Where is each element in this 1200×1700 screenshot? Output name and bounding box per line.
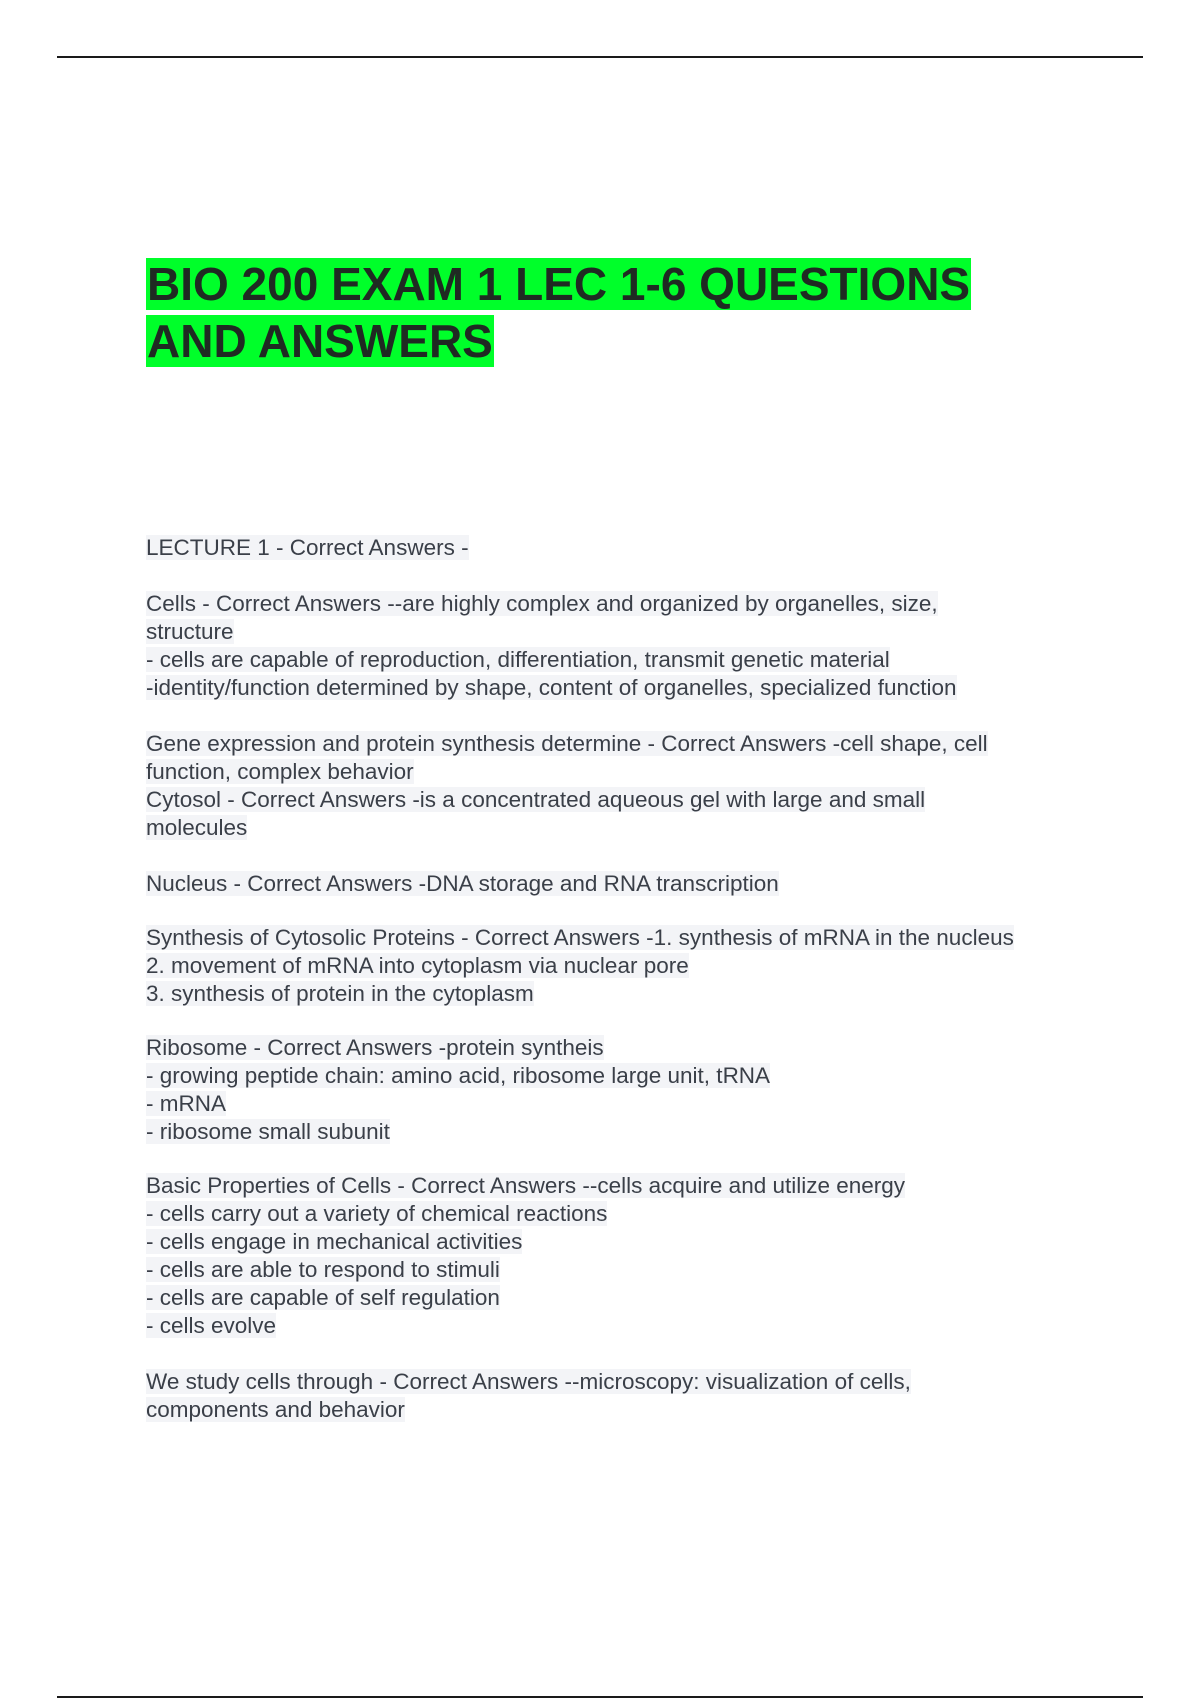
bottom-rule [57,1696,1143,1698]
qa-block-study-cells [146,1368,1106,1424]
text-line: We study cells through - Correct Answers --microscopy: visualization of cells, [146,1369,911,1394]
text-line: Ribosome - Correct Answers -protein syntheis [146,1035,604,1060]
text-line: Cytosol - Correct Answers -is a concentrated aqueous gel with large and small [146,787,926,812]
qa-block-cells [146,590,1106,702]
document-body [146,534,1106,1424]
text-line: Cells - Correct Answers --are highly complex and organized by organelles, size, [146,591,938,616]
text-line: - ribosome small subunit [146,1119,390,1144]
text-line: function, complex behavior [146,759,414,784]
text-line: Synthesis of Cytosolic Proteins - Correct Answers -1. synthesis of mRNA in the nucleus [146,925,1014,950]
text-line: - growing peptide chain: amino acid, ribosome large unit, tRNA [146,1063,771,1088]
title-line-1: BIO 200 EXAM 1 LEC 1-6 QUESTIONS [147,258,971,310]
text-line: - mRNA [146,1091,226,1116]
text-line: Basic Properties of Cells - Correct Answers --cells acquire and utilize energy [146,1173,906,1198]
text-line: - cells engage in mechanical activities [146,1229,523,1254]
text-line: Gene expression and protein synthesis determine - Correct Answers -cell shape, cell [146,731,988,756]
text-line: 2. movement of mRNA into cytoplasm via nuclear pore [146,953,689,978]
text-line: components and behavior [146,1397,405,1422]
text-line: - cells carry out a variety of chemical reactions [146,1201,608,1226]
text-line: structure [146,619,234,644]
qa-block-synthesis [146,924,1106,1008]
text-line: - cells are capable of self regulation [146,1285,500,1310]
qa-block-lecture1 [146,534,1106,562]
text-line: Nucleus - Correct Answers -DNA storage and RNA transcription [146,871,779,896]
text-line: molecules [146,815,248,840]
document-title [146,256,1046,370]
qa-block-basic-properties [146,1172,1106,1340]
text-line: 3. synthesis of protein in the cytoplasm [146,981,534,1006]
text-line: LECTURE 1 - Correct Answers - [146,535,469,560]
text-line: -identity/function determined by shape, content of organelles, specialized function [146,675,957,700]
qa-block-gene-expression [146,730,1106,842]
text-line: - cells are able to respond to stimuli [146,1257,500,1282]
title-line-2: AND ANSWERS [147,315,493,367]
top-rule [57,56,1143,58]
text-line: - cells evolve [146,1313,277,1338]
qa-block-nucleus [146,870,1106,898]
text-line: - cells are capable of reproduction, differentiation, transmit genetic material [146,647,890,672]
qa-block-ribosome [146,1034,1106,1146]
